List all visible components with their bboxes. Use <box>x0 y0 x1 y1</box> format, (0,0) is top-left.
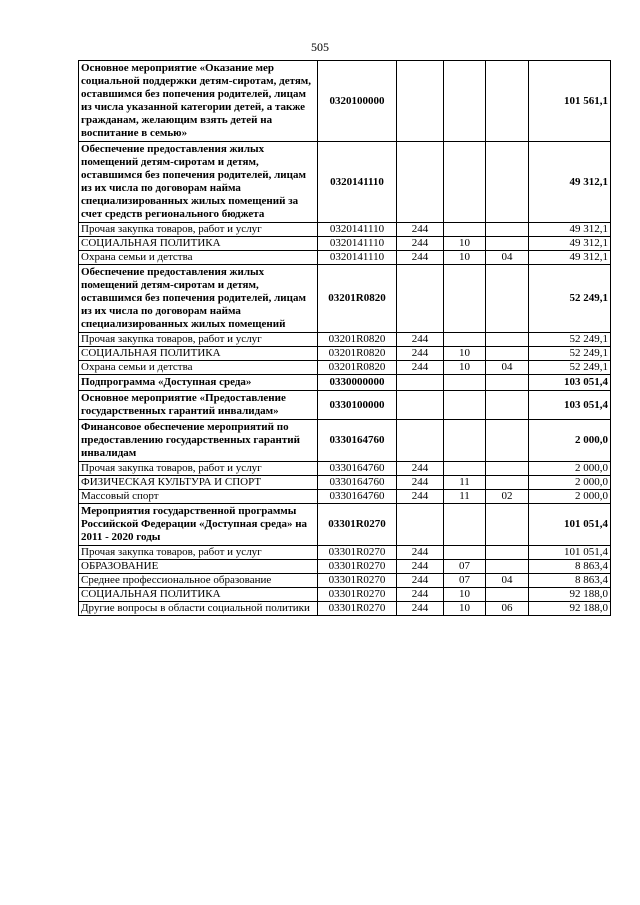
row-sum-cell: 2 000,0 <box>529 462 611 476</box>
row-vr-cell: 244 <box>397 476 444 490</box>
row-sum-cell: 52 249,1 <box>529 265 611 333</box>
row-sum-cell: 101 561,1 <box>529 61 611 142</box>
row-vr-cell: 244 <box>397 462 444 476</box>
row-vr-cell: 244 <box>397 237 444 251</box>
table-row <box>79 602 611 616</box>
row-sum-cell: 49 312,1 <box>529 223 611 237</box>
row-rz-cell <box>444 391 486 420</box>
row-name-cell: Другие вопросы в области социальной политики <box>79 602 318 616</box>
table-row <box>79 546 611 560</box>
row-vr-cell <box>397 391 444 420</box>
row-vr-cell: 244 <box>397 574 444 588</box>
table-row <box>79 142 611 223</box>
row-sum-cell: 103 051,4 <box>529 375 611 391</box>
row-csr-cell: 03301R0270 <box>318 588 397 602</box>
row-name-cell: Прочая закупка товаров, работ и услуг <box>79 333 318 347</box>
row-pr-cell: 04 <box>486 361 529 375</box>
row-csr-cell: 0330164760 <box>318 490 397 504</box>
row-pr-cell <box>486 546 529 560</box>
row-sum-cell: 2 000,0 <box>529 490 611 504</box>
row-vr-cell: 244 <box>397 361 444 375</box>
row-csr-cell: 03301R0270 <box>318 574 397 588</box>
row-rz-cell <box>444 333 486 347</box>
row-pr-cell <box>486 223 529 237</box>
row-pr-cell <box>486 333 529 347</box>
row-csr-cell: 03201R0820 <box>318 265 397 333</box>
row-vr-cell <box>397 420 444 462</box>
row-vr-cell: 244 <box>397 333 444 347</box>
row-name-cell: Охрана семьи и детства <box>79 251 318 265</box>
row-name-cell: Прочая закупка товаров, работ и услуг <box>79 223 318 237</box>
row-rz-cell <box>444 61 486 142</box>
row-csr-cell: 0320141110 <box>318 223 397 237</box>
row-vr-cell: 244 <box>397 490 444 504</box>
row-vr-cell <box>397 142 444 223</box>
row-sum-cell: 49 312,1 <box>529 237 611 251</box>
row-pr-cell <box>486 560 529 574</box>
row-pr-cell: 02 <box>486 490 529 504</box>
row-vr-cell: 244 <box>397 251 444 265</box>
row-sum-cell: 92 188,0 <box>529 588 611 602</box>
row-sum-cell: 8 863,4 <box>529 560 611 574</box>
row-vr-cell <box>397 504 444 546</box>
row-rz-cell <box>444 420 486 462</box>
row-name-cell: Обеспечение предоставления жилых помещений детям-сиротам и детям, оставшимся без попечения родителей, лицам из их числа по договорам найма специализированных жилых помещений <box>79 265 318 333</box>
row-vr-cell: 244 <box>397 546 444 560</box>
row-pr-cell <box>486 420 529 462</box>
table-row <box>79 490 611 504</box>
row-name-cell: Массовый спорт <box>79 490 318 504</box>
row-rz-cell <box>444 546 486 560</box>
row-vr-cell: 244 <box>397 560 444 574</box>
row-sum-cell: 92 188,0 <box>529 602 611 616</box>
row-rz-cell: 10 <box>444 347 486 361</box>
row-pr-cell <box>486 391 529 420</box>
row-rz-cell: 10 <box>444 251 486 265</box>
table-row <box>79 420 611 462</box>
table-row <box>79 61 611 142</box>
row-csr-cell: 0320100000 <box>318 61 397 142</box>
row-rz-cell: 07 <box>444 574 486 588</box>
row-sum-cell: 52 249,1 <box>529 333 611 347</box>
row-csr-cell: 0330164760 <box>318 420 397 462</box>
row-name-cell: СОЦИАЛЬНАЯ ПОЛИТИКА <box>79 347 318 361</box>
table-row <box>79 588 611 602</box>
table-row <box>79 251 611 265</box>
row-sum-cell: 49 312,1 <box>529 142 611 223</box>
row-name-cell: Прочая закупка товаров, работ и услуг <box>79 462 318 476</box>
table-row <box>79 462 611 476</box>
row-vr-cell <box>397 265 444 333</box>
row-csr-cell: 0320141110 <box>318 237 397 251</box>
table-row <box>79 347 611 361</box>
row-name-cell: Основное мероприятие «Предоставление государственных гарантий инвалидам» <box>79 391 318 420</box>
row-csr-cell: 0330164760 <box>318 462 397 476</box>
row-csr-cell: 0330100000 <box>318 391 397 420</box>
row-name-cell: Подпрограмма «Доступная среда» <box>79 375 318 391</box>
row-pr-cell <box>486 588 529 602</box>
row-sum-cell: 2 000,0 <box>529 420 611 462</box>
row-rz-cell: 10 <box>444 237 486 251</box>
row-sum-cell: 52 249,1 <box>529 361 611 375</box>
row-sum-cell: 101 051,4 <box>529 546 611 560</box>
row-rz-cell <box>444 265 486 333</box>
row-pr-cell <box>486 347 529 361</box>
row-pr-cell: 04 <box>486 251 529 265</box>
row-vr-cell <box>397 61 444 142</box>
row-vr-cell: 244 <box>397 602 444 616</box>
row-csr-cell: 03201R0820 <box>318 333 397 347</box>
row-sum-cell: 52 249,1 <box>529 347 611 361</box>
row-rz-cell <box>444 375 486 391</box>
table-row <box>79 223 611 237</box>
row-rz-cell <box>444 142 486 223</box>
row-vr-cell: 244 <box>397 223 444 237</box>
table-row <box>79 361 611 375</box>
row-rz-cell: 07 <box>444 560 486 574</box>
budget-table <box>78 60 611 616</box>
row-rz-cell <box>444 462 486 476</box>
row-sum-cell: 49 312,1 <box>529 251 611 265</box>
row-rz-cell: 10 <box>444 602 486 616</box>
row-name-cell: ФИЗИЧЕСКАЯ КУЛЬТУРА И СПОРТ <box>79 476 318 490</box>
row-pr-cell <box>486 237 529 251</box>
row-name-cell: СОЦИАЛЬНАЯ ПОЛИТИКА <box>79 237 318 251</box>
table-row <box>79 476 611 490</box>
row-name-cell: СОЦИАЛЬНАЯ ПОЛИТИКА <box>79 588 318 602</box>
row-pr-cell <box>486 142 529 223</box>
row-csr-cell: 0320141110 <box>318 251 397 265</box>
row-rz-cell: 11 <box>444 476 486 490</box>
table-row <box>79 504 611 546</box>
budget-table-body <box>79 61 611 616</box>
row-name-cell: Основное мероприятие «Оказание мер социальной поддержки детям-сиротам, детям, оставшимся без попечения родителей, лицам из числа указанной категории детей, а также гражданам, желающим взять детей на воспитание в семью» <box>79 61 318 142</box>
table-row <box>79 237 611 251</box>
row-sum-cell: 8 863,4 <box>529 574 611 588</box>
row-pr-cell <box>486 265 529 333</box>
row-rz-cell: 11 <box>444 490 486 504</box>
row-name-cell: Обеспечение предоставления жилых помещений детям-сиротам и детям, оставшимся без попечения родителей, лицам из их числа по договорам найма специализированных жилых помещений за счет средств регионального бюджета <box>79 142 318 223</box>
table-row <box>79 391 611 420</box>
row-name-cell: Финансовое обеспечение мероприятий по предоставлению государственных гарантий инвалидам <box>79 420 318 462</box>
row-pr-cell <box>486 61 529 142</box>
row-pr-cell <box>486 375 529 391</box>
row-name-cell: Охрана семьи и детства <box>79 361 318 375</box>
row-pr-cell <box>486 504 529 546</box>
row-name-cell: Прочая закупка товаров, работ и услуг <box>79 546 318 560</box>
table-row <box>79 560 611 574</box>
row-name-cell: ОБРАЗОВАНИЕ <box>79 560 318 574</box>
row-name-cell: Среднее профессиональное образование <box>79 574 318 588</box>
row-pr-cell: 06 <box>486 602 529 616</box>
row-pr-cell: 04 <box>486 574 529 588</box>
row-vr-cell: 244 <box>397 347 444 361</box>
page-number: 505 <box>311 40 329 54</box>
row-rz-cell: 10 <box>444 361 486 375</box>
table-row <box>79 375 611 391</box>
row-csr-cell: 0320141110 <box>318 142 397 223</box>
row-vr-cell: 244 <box>397 588 444 602</box>
row-csr-cell: 03301R0270 <box>318 546 397 560</box>
row-sum-cell: 101 051,4 <box>529 504 611 546</box>
table-row <box>79 333 611 347</box>
row-csr-cell: 03201R0820 <box>318 347 397 361</box>
row-name-cell: Мероприятия государственной программы Российской Федерации «Доступная среда» на 2011 - 2020 годы <box>79 504 318 546</box>
row-sum-cell: 2 000,0 <box>529 476 611 490</box>
row-vr-cell <box>397 375 444 391</box>
row-csr-cell: 03301R0270 <box>318 504 397 546</box>
table-row <box>79 265 611 333</box>
table-row <box>79 574 611 588</box>
row-pr-cell <box>486 462 529 476</box>
row-csr-cell: 03301R0270 <box>318 560 397 574</box>
row-sum-cell: 103 051,4 <box>529 391 611 420</box>
row-csr-cell: 03301R0270 <box>318 602 397 616</box>
row-csr-cell: 0330164760 <box>318 476 397 490</box>
row-pr-cell <box>486 476 529 490</box>
row-rz-cell: 10 <box>444 588 486 602</box>
row-csr-cell: 03201R0820 <box>318 361 397 375</box>
row-csr-cell: 0330000000 <box>318 375 397 391</box>
row-rz-cell <box>444 504 486 546</box>
row-rz-cell <box>444 223 486 237</box>
